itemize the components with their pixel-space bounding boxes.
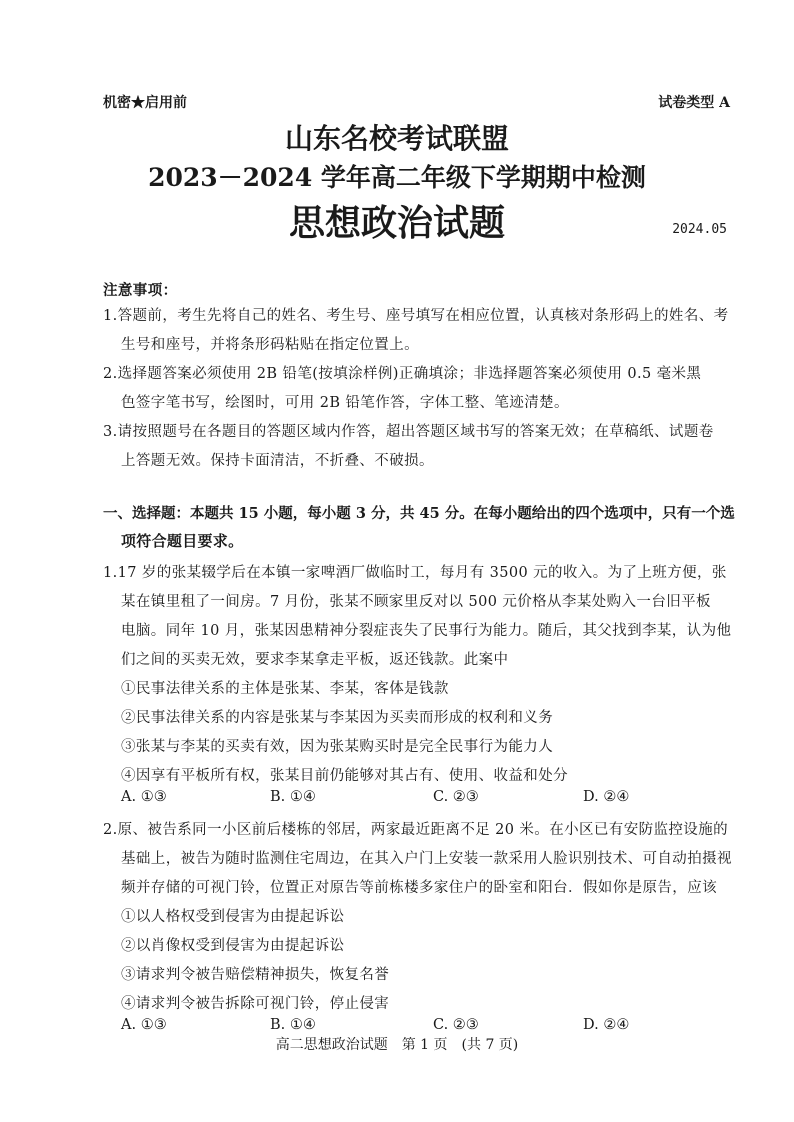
exam-term-title: 2023－2024 学年高二年级下学期期中检测: [148, 163, 646, 192]
question-1-line: 电脑。同年 10 月，张某因患精神分裂症丧失了民事行为能力。随后，其父找到李某，认为他: [121, 623, 732, 639]
page-footer: 高二思想政治试题 第 1 页 (共 7 页): [275, 1037, 519, 1053]
option-d[interactable]: D. ②④: [583, 789, 630, 805]
question-2-line: 2.原、被告系同一小区前后楼栋的邻居，两家最近距离不足 20 米。在小区已有安防监控设施的: [103, 822, 728, 838]
question-2-line: 频并存储的可视门铃，位置正对原告等前栋楼多家住户的卧室和阳台．假如你是原告，应该: [121, 880, 717, 896]
notice-line: 2.选择题答案必须使用 2B 铅笔(按填涂样例)正确填涂；非选择题答案必须使用 0.5 毫米黑: [103, 366, 702, 382]
option-b[interactable]: B. ①④: [270, 1017, 316, 1033]
paper-type-label: 试卷类型 A: [658, 95, 730, 111]
option-d[interactable]: D. ②④: [583, 1017, 630, 1033]
option-b[interactable]: B. ①④: [270, 789, 316, 805]
exam-date: 2024.05: [672, 222, 727, 237]
question-2-statement: ④请求判令被告拆除可视门铃，停止侵害: [121, 996, 390, 1012]
option-c[interactable]: C. ②③: [433, 789, 479, 805]
question-1-statement: ①民事法律关系的主体是张某、李某，客体是钱款: [121, 681, 449, 697]
question-1-line: 们之间的买卖无效，要求李某拿走平板，返还钱款。此案中: [121, 652, 509, 668]
section-heading-cont: 项符合题目要求。: [121, 532, 244, 550]
section-heading: 一、选择题：本题共 15 小题，每小题 3 分，共 45 分。在每小题给出的四个选项中，只有一个选: [103, 505, 735, 522]
option-a[interactable]: A. ①③: [121, 789, 167, 805]
notice-heading: 注意事项：: [103, 282, 178, 299]
question-1-line: 某在镇里租了一间房。7 月份，张某不顾家里反对以 500 元价格从李某处购入一台旧平板: [121, 594, 711, 610]
question-1-statement: ③张某与李某的买卖有效，因为张某购买时是完全民事行为能力人: [121, 739, 554, 755]
question-2-statement: ③请求判令被告赔偿精神损失，恢复名誉: [121, 967, 390, 983]
option-c[interactable]: C. ②③: [433, 1017, 479, 1033]
question-1-statement: ④因享有平板所有权，张某目前仍能够对其占有、使用、收益和处分: [121, 768, 568, 784]
notice-line: 1.答题前，考生先将自己的姓名、考生号、座号填写在相应位置，认真核对条形码上的姓名、考: [103, 308, 729, 324]
confidential-label: 机密★启用前: [103, 95, 187, 111]
notice-line: 3.请按照题号在各题目的答题区域内作答，超出答题区域书写的答案无效；在草稿纸、试题卷: [103, 424, 714, 440]
question-1-statement: ②民事法律关系的内容是张某与李某因为买卖而形成的权利和义务: [121, 710, 554, 726]
option-a[interactable]: A. ①③: [121, 1017, 167, 1033]
notice-line: 生号和座号，并将条形码粘贴在指定位置上。: [121, 337, 419, 353]
exam-union-title: 山东名校考试联盟: [284, 122, 509, 155]
question-2-line: 基础上，被告为随时监测住宅周边，在其入户门上安装一款采用人脸识别技术、可自动拍摄视: [121, 851, 732, 867]
notice-line: 上答题无效。保持卡面清洁，不折叠、不破损。: [121, 453, 434, 469]
question-2-statement: ①以人格权受到侵害为由提起诉讼: [121, 909, 345, 925]
subject-title: 思想政治试题: [288, 202, 505, 244]
notice-line: 色签字笔书写，绘图时，可用 2B 铅笔作答，字体工整、笔迹清楚。: [121, 395, 569, 411]
question-2-statement: ②以肖像权受到侵害为由提起诉讼: [121, 938, 345, 954]
question-1-line: 1.17 岁的张某辍学后在本镇一家啤酒厂做临时工，每月有 3500 元的收入。为了上班方便，张: [103, 565, 727, 581]
